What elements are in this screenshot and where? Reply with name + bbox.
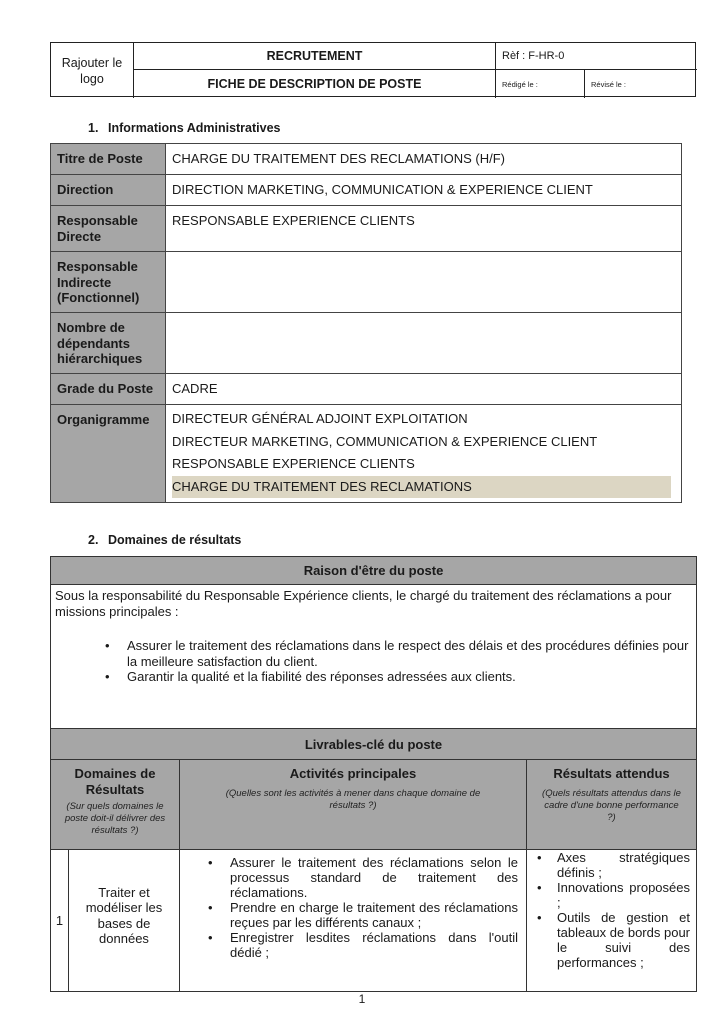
row-label: Titre de Poste bbox=[51, 144, 166, 175]
org-line: RESPONSABLE EXPERIENCE CLIENTS bbox=[172, 456, 415, 471]
column-header-activites bbox=[180, 760, 527, 850]
domains-table bbox=[50, 556, 697, 992]
column-title: Domaines de Résultats bbox=[74, 766, 156, 797]
row-value: CADRE bbox=[166, 374, 682, 405]
row-label: Responsable Directe bbox=[51, 206, 166, 252]
raison-content bbox=[51, 585, 697, 729]
list-item: • Assurer le traitement des réclamations selon le processus standard de traitement des réclamations. bbox=[184, 855, 518, 900]
table-row bbox=[51, 252, 682, 313]
row-domaine: Traiter et modéliser les bases de données bbox=[69, 850, 180, 992]
list-item: • Assurer le traitement des réclamations dans le respect des délais et des procédures définies pour la meilleure satisfaction du client. bbox=[127, 638, 692, 669]
list-item: • Prendre en charge le traitement des réclamations reçues par les différents canaux ; bbox=[184, 900, 518, 930]
header-title-fiche: FICHE DE DESCRIPTION DE POSTE bbox=[134, 70, 496, 98]
raison-header: Raison d'être du poste bbox=[51, 557, 697, 585]
row-value: RESPONSABLE EXPERIENCE CLIENTS bbox=[166, 206, 682, 252]
row-label: Direction bbox=[51, 175, 166, 206]
row-label: Grade du Poste bbox=[51, 374, 166, 405]
row-label: Responsable Indirecte (Fonctionnel) bbox=[51, 252, 166, 313]
header-title-recrutement: RECRUTEMENT bbox=[134, 43, 496, 70]
table-row-organigramme bbox=[51, 405, 682, 503]
column-title: Activités principales bbox=[289, 766, 417, 781]
organigramme-value bbox=[166, 405, 682, 503]
row-value: CHARGE DU TRAITEMENT DES RECLAMATIONS (H/F) bbox=[166, 144, 682, 175]
row-label: Organigramme bbox=[51, 405, 166, 503]
column-title: Résultats attendus bbox=[553, 766, 670, 781]
list-item: • Outils de gestion et tableaux de bords pour le suivi des performances ; bbox=[531, 910, 690, 970]
org-line: DIRECTEUR GÉNÉRAL ADJOINT EXPLOITATION bbox=[172, 411, 468, 426]
document-header bbox=[50, 42, 696, 97]
section-2-title bbox=[88, 533, 241, 547]
table-row bbox=[51, 144, 682, 175]
column-subtitle: (Quelles sont les activités à mener dans chaque domaine de résultats ?) bbox=[225, 787, 481, 811]
header-reference: Rèf : F-HR-0 bbox=[496, 43, 697, 70]
row-resultats bbox=[527, 850, 697, 992]
column-subtitle: (Quels résultats attendus dans le cadre d'une bonne performance ?) bbox=[542, 787, 681, 823]
row-label: Nombre de dépendants hiérarchiques bbox=[51, 313, 166, 374]
row-activites bbox=[180, 850, 527, 992]
section-2-label: Domaines de résultats bbox=[108, 533, 242, 547]
page-number: 1 bbox=[358, 992, 366, 1006]
column-header-domaines bbox=[51, 760, 180, 850]
table-row bbox=[51, 206, 682, 252]
list-item: • Garantir la qualité et la fiabilité des réponses adressées aux clients. bbox=[127, 669, 692, 685]
section-1-label: Informations Administratives bbox=[108, 121, 281, 135]
raison-bullets bbox=[55, 638, 692, 685]
row-value bbox=[166, 252, 682, 313]
section-1-title bbox=[88, 121, 281, 135]
column-subtitle: (Sur quels domaines le poste doit-il délivrer des résultats ?) bbox=[64, 801, 166, 836]
raison-intro: Sous la responsabilité du Responsable Expérience clients, le chargé du traitement des réclamations a pour missions principales : bbox=[55, 588, 672, 619]
org-line: DIRECTEUR MARKETING, COMMUNICATION & EXPERIENCE CLIENT bbox=[172, 433, 598, 449]
org-line-highlighted: CHARGE DU TRAITEMENT DES RECLAMATIONS bbox=[172, 476, 671, 499]
logo-placeholder: Rajouter le logo bbox=[51, 43, 134, 98]
header-redige: Rédigé le : bbox=[496, 70, 585, 98]
row-value bbox=[166, 313, 682, 374]
list-item: • Enregistrer lesdites réclamations dans l'outil dédié ; bbox=[184, 930, 518, 960]
section-1-number: 1. bbox=[88, 121, 99, 135]
list-item: • Innovations proposées ; bbox=[531, 880, 690, 910]
header-revise: Révisé le : bbox=[591, 79, 627, 89]
table-row bbox=[51, 175, 682, 206]
row-value: DIRECTION MARKETING, COMMUNICATION & EXPERIENCE CLIENT bbox=[166, 175, 682, 206]
table-row bbox=[51, 313, 682, 374]
column-header-resultats bbox=[527, 760, 697, 850]
list-item: • Axes stratégiques définis ; bbox=[531, 850, 690, 880]
table-row bbox=[51, 374, 682, 405]
section-2-number: 2. bbox=[88, 533, 99, 547]
livrables-header: Livrables-clé du poste bbox=[51, 729, 697, 760]
admin-info-table bbox=[50, 143, 682, 503]
table-row bbox=[51, 850, 697, 992]
row-number: 1 bbox=[51, 850, 69, 992]
